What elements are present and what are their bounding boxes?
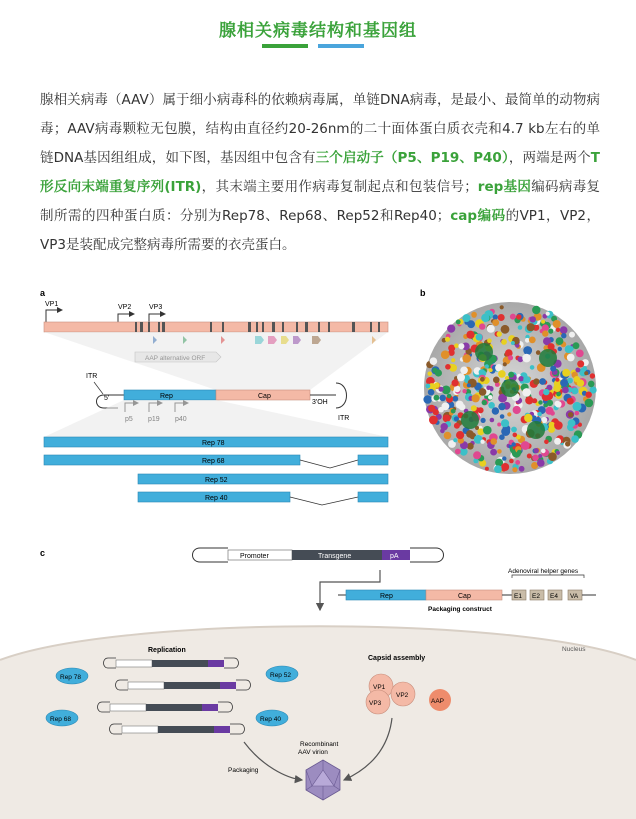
capsid-surface-dot: [554, 438, 561, 445]
capsid-surface-dot: [482, 400, 487, 405]
capsid-surface-dot: [542, 330, 548, 336]
capsid-surface-dot: [485, 467, 489, 471]
vp2-protein-label: VP2: [396, 692, 409, 699]
capsid-surface-dot: [428, 372, 432, 376]
capsid-surface-dot: [556, 337, 564, 345]
zoom-projection-top: [44, 332, 388, 390]
promoter-label: Promoter: [240, 553, 269, 560]
vp1-label: VP1: [45, 301, 59, 308]
capsid-surface-dot: [442, 402, 450, 410]
capsid-surface-dot: [582, 366, 587, 371]
capsid-surface-dot: [511, 427, 517, 433]
capsid-surface-dot: [471, 312, 477, 318]
replicating-genome-part: [208, 660, 224, 667]
rep68-protein-label: Rep 68: [50, 716, 71, 723]
capsid-surface-dot: [525, 396, 533, 404]
capsid-surface-dot: [522, 354, 531, 363]
capsid-surface-dot: [544, 440, 549, 445]
capsid-surface-dot: [441, 350, 450, 359]
replicating-genome-part: [158, 726, 214, 733]
capsid-surface-dot: [471, 405, 477, 411]
capsid-surface-dot: [532, 306, 540, 314]
replicating-genome-part: [164, 682, 220, 689]
capsid-surface-dot: [453, 438, 457, 442]
rep52-label: Rep 52: [205, 477, 228, 484]
capsid-surface-dot: [562, 369, 570, 377]
capsid-surface-dot: [462, 389, 466, 393]
capsid-surface-dot: [507, 412, 511, 416]
capsid-fivefold-pore: [475, 343, 493, 361]
capsid-surface-dot: [565, 345, 573, 353]
capsid-surface-dot: [466, 331, 474, 339]
capsid-surface-dot: [454, 386, 461, 393]
highlight-itr: T形反向末端重复序列(ITR): [40, 150, 600, 195]
capsid-surface-dot: [530, 365, 535, 370]
capsid-surface-dot: [577, 379, 584, 386]
capsid-surface-dot: [567, 398, 574, 405]
rep78-protein-label: Rep 78: [60, 674, 81, 681]
capsid-surface-dot: [428, 389, 435, 396]
capsid-surface-dot: [513, 433, 518, 438]
capsid-surface-dot: [440, 429, 445, 434]
rep40-bar-end: [358, 492, 388, 502]
transgene-label: Transgene: [318, 553, 352, 560]
capsid-surface-dot: [548, 426, 555, 433]
capsid-surface-dot: [518, 376, 523, 381]
capsid-surface-dot: [454, 343, 459, 348]
replicating-genome-part: [122, 726, 158, 733]
capsid-surface-dot: [522, 388, 531, 397]
capsid-surface-dot: [460, 367, 468, 375]
capsid-surface-dot: [509, 459, 514, 464]
capsid-surface-dot: [447, 394, 452, 399]
capsid-surface-dot: [480, 377, 485, 382]
capsid-surface-dot: [467, 383, 471, 387]
capsid-surface-dot: [497, 331, 502, 336]
capsid-fivefold-pore: [539, 349, 557, 367]
capsid-surface-dot: [511, 341, 515, 345]
capsid-surface-dot: [445, 364, 451, 370]
capsid-surface-dot: [435, 369, 442, 376]
capsid-surface-dot: [501, 463, 509, 471]
capsid-surface-dot: [493, 314, 498, 319]
rep52-bar: [138, 474, 388, 484]
packaging-construct-label: Packaging construct: [428, 606, 492, 613]
capsid-surface-dot: [584, 371, 588, 375]
construct-right-itr: [410, 548, 444, 562]
rep68-bar: [44, 455, 300, 465]
capsid-surface-dot: [573, 402, 582, 411]
capsid-surface-dot: [430, 357, 438, 365]
capsid-surface-dot: [478, 407, 484, 413]
right-itr-hairpin: [336, 383, 347, 408]
left-itr-label: ITR: [86, 373, 98, 380]
capsid-surface-dot: [515, 460, 520, 465]
capsid-surface-dot: [558, 347, 562, 351]
capsid-surface-dot: [494, 465, 502, 473]
aap-protein-label: AAP: [431, 698, 445, 705]
capsid-assembly-label: Capsid assembly: [368, 655, 426, 662]
capsid-surface-dot: [573, 342, 580, 349]
packaging-label: Packaging: [228, 767, 259, 774]
e2-label: E2: [532, 593, 540, 600]
aav-figure: [0, 280, 636, 819]
cap-gene-label: Cap: [258, 393, 271, 400]
capsid-surface-dot: [508, 372, 514, 378]
capsid-surface-dot: [498, 403, 505, 410]
rep68-splice: [300, 460, 358, 468]
capsid-surface-dot: [529, 337, 536, 344]
capsid-surface-dot: [486, 386, 491, 391]
panel-a-label: a: [40, 288, 46, 298]
capsid-surface-dot: [444, 432, 452, 440]
capsid-fivefold-pore: [501, 379, 519, 397]
capsid-surface-dot: [456, 320, 461, 325]
rep78-label: Rep 78: [202, 440, 225, 447]
capsid-surface-dot: [510, 314, 516, 320]
replicating-genome-part: [152, 660, 208, 667]
capsid-surface-dot: [501, 427, 510, 436]
para-text-5: 的VP1，VP2，VP3是装配成完整病毒所需要的衣壳蛋白。: [40, 208, 601, 253]
construct-left-itr: [193, 548, 229, 562]
capsid-surface-dot: [487, 338, 492, 343]
capsid-surface-dot: [539, 378, 546, 385]
five-prime-label: 5': [104, 395, 110, 402]
capsid-surface-dot: [521, 441, 530, 450]
vp1-protein-label: VP1: [373, 684, 386, 691]
capsid-surface-dot: [554, 421, 563, 430]
e4-label: E4: [550, 593, 558, 600]
capsid-surface-dot: [534, 448, 539, 453]
capsid-surface-dot: [556, 451, 560, 455]
capsid-surface-dot: [502, 456, 506, 460]
capsid-surface-dot: [497, 423, 501, 427]
capsid-surface-dot: [451, 358, 455, 362]
replicating-genome-part: [220, 682, 236, 689]
capsid-surface-dot: [548, 329, 553, 334]
replicating-genome-part: [128, 682, 164, 689]
capsid-surface-dot: [575, 368, 580, 373]
capsid-surface-dot: [546, 312, 550, 316]
para-text-2: ，两端是两个: [508, 150, 591, 166]
capsid-surface-dot: [483, 426, 492, 435]
adenoviral-label: Adenoviral helper genes: [508, 568, 579, 575]
replicating-genome-part: [110, 704, 146, 711]
capsid-surface-dot: [429, 416, 438, 425]
capsid-surface-dot: [488, 402, 495, 409]
vp3-protein-label: VP3: [369, 700, 382, 707]
capsid-surface-dot: [513, 406, 521, 414]
right-itr-label: ITR: [338, 415, 350, 422]
capsid-surface-dot: [538, 400, 542, 404]
capsid-surface-dot: [527, 454, 532, 459]
replicating-genome-part: [202, 704, 218, 711]
capsid-surface-dot: [512, 467, 517, 472]
capsid-surface-dot: [527, 323, 535, 331]
capsid-surface-dot: [490, 418, 495, 423]
capsid-surface-dot: [546, 407, 554, 415]
page-title: 腺相关病毒结构和基因组: [219, 21, 417, 41]
capsid-surface-dot: [456, 401, 464, 409]
highlight-promoters: 三个启动子（P5、P19、P40）: [315, 150, 509, 166]
capsid-surface-dot: [501, 325, 510, 334]
three-oh-label: 3'OH: [312, 399, 328, 406]
capsid-surface-dot: [518, 325, 523, 330]
capsid-surface-dot: [498, 370, 506, 378]
panel-c-label: c: [40, 548, 46, 558]
capsid-surface-dot: [575, 411, 580, 416]
capsid-surface-dot: [488, 395, 493, 400]
capsid-surface-dot: [555, 378, 559, 382]
capsid-surface-dot: [562, 387, 569, 394]
capsid-surface-dot: [568, 412, 573, 417]
rep52-protein-label: Rep 52: [270, 672, 291, 679]
capsid-surface-dot: [487, 325, 495, 333]
capsid-surface-dot: [426, 384, 431, 389]
capsid-surface-dot: [560, 326, 568, 334]
para-text-3: ，其末端主要用作病毒复制起点和包装信号；: [201, 179, 478, 195]
capsid-surface-dot: [463, 314, 471, 322]
capsid-surface-dot: [548, 452, 557, 461]
replicating-genome-part: [214, 726, 230, 733]
capsid-surface-dot: [571, 387, 578, 394]
capsid-surface-dot: [537, 459, 545, 467]
capsid-surface-dot: [472, 394, 480, 402]
capsid-surface-dot: [561, 333, 566, 338]
capsid-surface-dot: [466, 430, 474, 438]
intro-paragraph: [40, 86, 600, 260]
capsid-surface-dot: [467, 443, 474, 450]
capsid-surface-dot: [536, 350, 541, 355]
pa-label: pA: [390, 553, 399, 560]
capsid-surface-dot: [590, 373, 595, 378]
capsid-surface-dot: [568, 419, 576, 427]
rep68-bar-end: [358, 455, 388, 465]
pack-cap-label: Cap: [458, 593, 471, 600]
capsid-surface-dot: [524, 414, 532, 422]
capsid-surface-dot: [554, 401, 560, 407]
capsid-surface-dot: [501, 419, 509, 427]
capsid-surface-dot: [479, 323, 485, 329]
capsid-surface-dot: [585, 399, 594, 408]
rep40-splice: [290, 497, 358, 505]
capsid-surface-dot: [565, 441, 570, 446]
capsid-surface-dot: [492, 407, 499, 414]
capsid-surface-dot: [434, 395, 440, 401]
capsid-surface-dot: [537, 412, 542, 417]
capsid-surface-dot: [501, 339, 507, 345]
capsid-surface-dot: [439, 395, 446, 402]
capsid-surface-dot: [462, 354, 471, 363]
capsid-surface-dot: [445, 337, 450, 342]
capsid-surface-dot: [452, 396, 458, 402]
capsid-surface-dot: [503, 362, 507, 366]
capsid-surface-dot: [543, 389, 549, 395]
pack-rep-label: Rep: [380, 593, 393, 600]
e1-label: E1: [514, 593, 522, 600]
capsid-surface-dot: [550, 366, 556, 372]
capsid-surface-dot: [481, 314, 489, 322]
vp2-label: VP2: [118, 304, 132, 311]
capsid-surface-dot: [497, 449, 502, 454]
capsid-surface-dot: [560, 379, 568, 387]
capsid-surface-dot: [454, 423, 460, 429]
capsid-surface-dot: [588, 381, 595, 388]
capsid-surface-dot: [443, 415, 451, 423]
capsid-surface-dot: [523, 376, 530, 383]
capsid-surface-dot: [512, 442, 516, 446]
capsid-surface-dot: [567, 354, 575, 362]
capsid-surface-dot: [458, 343, 464, 349]
capsid-surface-dot: [508, 355, 513, 360]
capsid-surface-dot: [473, 451, 481, 459]
aav-virion-label: AAV virion: [298, 749, 328, 756]
capsid-surface-dot: [490, 438, 497, 445]
capsid-surface-dot: [586, 392, 592, 398]
capsid-surface-dot: [428, 405, 435, 412]
replicating-genome-part: [116, 660, 152, 667]
rep40-label: Rep 40: [205, 495, 228, 502]
aav-capsid-structure: [423, 302, 596, 474]
capsid-fivefold-pore: [461, 411, 479, 429]
capsid-surface-dot: [541, 449, 546, 454]
para-text-4: 编码病毒复制所需的四种蛋白质：分别为Rep78、Rep68、Rep52和Rep40；: [40, 179, 601, 224]
capsid-surface-dot: [492, 319, 499, 326]
capsid-surface-dot: [457, 373, 465, 381]
zoom-projection-rep: [44, 400, 388, 437]
highlight-rep-gene: rep基因: [477, 179, 532, 195]
capsid-surface-dot: [553, 320, 561, 328]
recombinant-label: Recombinant: [300, 741, 339, 748]
capsid-surface-dot: [439, 387, 444, 392]
capsid-surface-dot: [476, 334, 483, 341]
capsid-surface-dot: [452, 379, 459, 386]
capsid-surface-dot: [577, 360, 584, 367]
capsid-surface-dot: [481, 418, 486, 423]
replicating-genome-part: [146, 704, 202, 711]
capsid-surface-dot: [517, 450, 522, 455]
panel-b-label: b: [420, 288, 426, 298]
capsid-surface-dot: [556, 392, 561, 397]
capsid-surface-dot: [556, 328, 560, 332]
capsid-surface-dot: [485, 364, 489, 368]
capsid-surface-dot: [490, 449, 497, 456]
nucleus-label: Nucleus: [562, 646, 586, 653]
highlight-cap: cap编码: [450, 208, 506, 224]
capsid-surface-dot: [455, 449, 461, 455]
capsid-surface-dot: [500, 414, 505, 419]
capsid-surface-dot: [479, 388, 487, 396]
capsid-surface-dot: [519, 466, 525, 472]
capsid-surface-dot: [569, 332, 575, 338]
capsid-surface-dot: [447, 325, 455, 333]
title-underline-green: [262, 44, 308, 48]
capsid-surface-dot: [532, 455, 539, 462]
capsid-surface-dot: [498, 314, 505, 321]
capsid-surface-dot: [456, 431, 464, 439]
capsid-surface-dot: [423, 395, 432, 404]
capsid-surface-dot: [480, 440, 484, 444]
capsid-surface-dot: [576, 350, 584, 358]
capsid-surface-dot: [530, 316, 536, 322]
capsid-sequence-bar: [44, 322, 388, 332]
para-text-1: 腺相关病毒（AAV）属于细小病毒科的依赖病毒属，单链DNA病毒，是最小、最简单的动物病毒；AAV病毒颗粒无包膜，结构由直径约20-26nm的二十面体蛋白质衣壳和4.7 kb左右的单链DNA基因组组成，如下图，基因组中包含有: [40, 92, 600, 166]
capsid-surface-dot: [493, 377, 500, 384]
rep68-label: Rep 68: [202, 458, 225, 465]
capsid-surface-dot: [571, 435, 579, 443]
capsid-surface-dot: [500, 305, 504, 309]
rep40-protein-label: Rep 40: [260, 716, 281, 723]
replication-label: Replication: [148, 647, 186, 654]
capsid-surface-dot: [533, 378, 539, 384]
capsid-surface-dot: [523, 346, 532, 355]
capsid-fivefold-pore: [527, 421, 545, 439]
capsid-surface-dot: [516, 314, 521, 319]
capsid-surface-dot: [541, 320, 545, 324]
rep-gene-label: Rep: [160, 393, 173, 400]
capsid-surface-dot: [553, 384, 561, 392]
vp3-label: VP3: [149, 304, 163, 311]
title-underline-blue: [318, 44, 364, 48]
capsid-surface-dot: [451, 409, 456, 414]
va-label: VA: [570, 593, 579, 600]
